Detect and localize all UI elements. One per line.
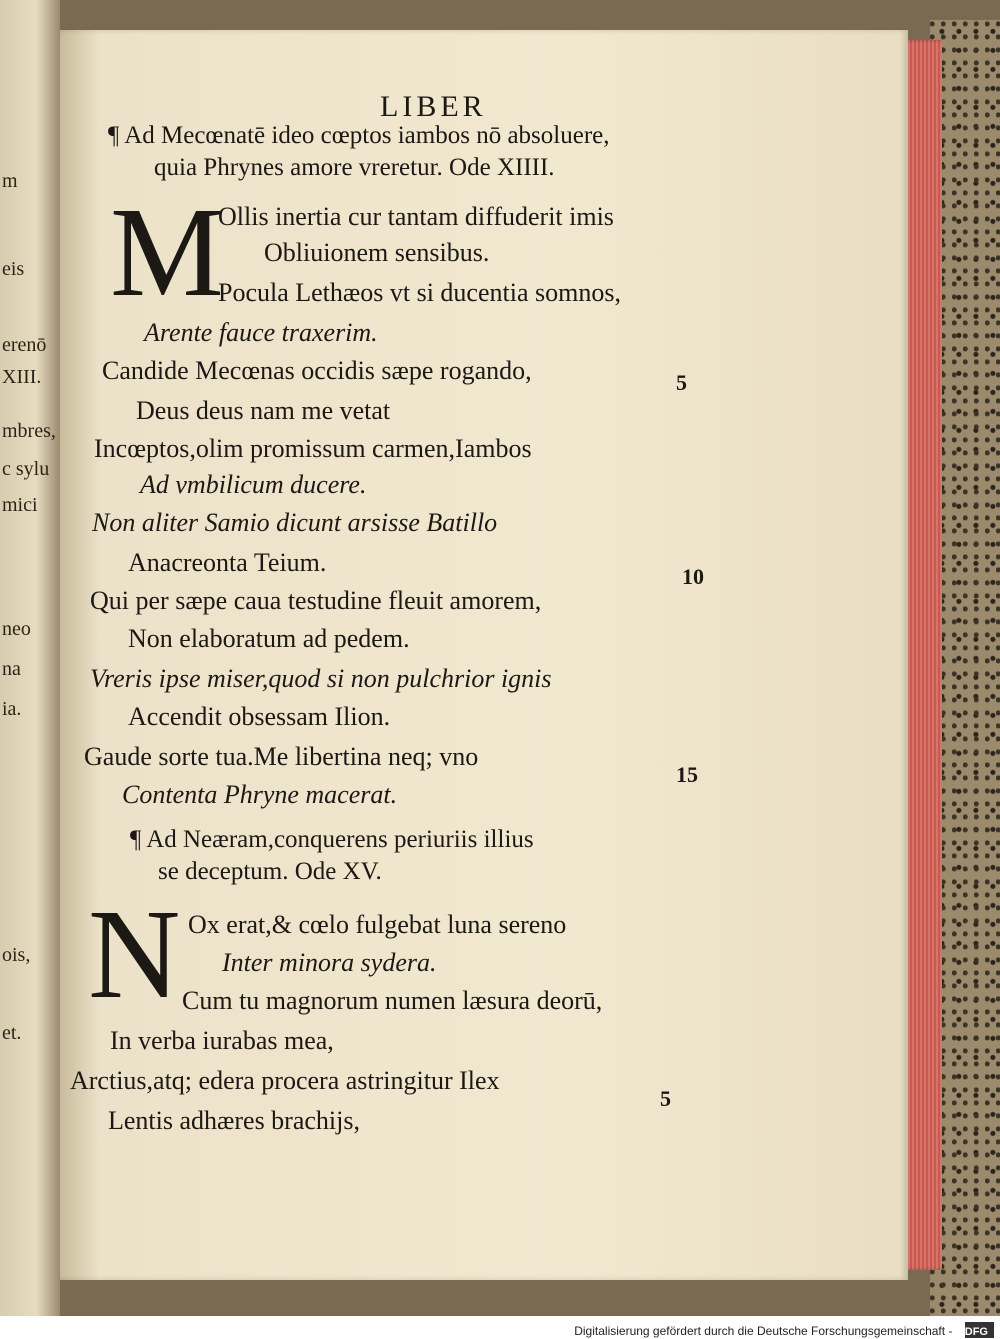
left-page-text: na — [2, 658, 21, 680]
ode-heading-line: ¶ Ad Mecœnatē ideo cœptos iambos nō absoluere, — [108, 122, 610, 149]
left-page-text: ois, — [2, 944, 31, 966]
running-head: LIBER — [380, 90, 487, 123]
verse-line: Inter minora sydera. — [222, 948, 437, 977]
book-page — [60, 30, 908, 1280]
left-page-text: mbres, — [2, 420, 56, 442]
line-number: 5 — [660, 1086, 671, 1111]
verse-line: Cum tu magnorum numen læsura deorū, — [182, 986, 603, 1015]
line-number: 10 — [682, 564, 704, 589]
verse-line: Ox erat,& cœlo fulgebat luna sereno — [188, 910, 567, 939]
dfg-logo: DFG — [965, 1322, 994, 1338]
verse-line: Pocula Lethæos vt si ducentia somnos, — [218, 278, 621, 307]
verse-line: Lentis adhæres brachijs, — [108, 1106, 360, 1135]
line-number: 5 — [676, 370, 687, 395]
left-page-text: XIII. — [2, 366, 42, 388]
verse-line: Incœptos,olim promissum carmen,Iambos — [94, 434, 532, 463]
verse-line: Non aliter Samio dicunt arsisse Batillo — [92, 508, 498, 537]
left-page-text: erenō — [2, 334, 47, 356]
left-page-fragment — [0, 0, 60, 1316]
red-page-edge — [902, 40, 942, 1270]
verse-line: Gaude sorte tua.Me libertina neq; vno — [84, 742, 479, 771]
verse-line: Arctius,atq; edera procera astringitur Ilex — [70, 1066, 500, 1095]
left-page-text: ia. — [2, 698, 22, 720]
decorated-initial: N — [88, 883, 181, 1025]
decorated-initial: M — [110, 181, 224, 323]
verse-line: Deus deus nam me vetat — [136, 396, 391, 425]
left-page-text: c sylu — [2, 458, 50, 480]
verse-line: Anacreonta Teium. — [128, 548, 327, 577]
verse-line: Accendit obsessam Ilion. — [128, 702, 391, 731]
left-page-text: mici — [2, 494, 38, 516]
digitization-footer — [0, 1316, 1000, 1339]
left-page-text: neo — [2, 618, 31, 640]
left-page-text: eis — [2, 258, 25, 280]
verse-line: Non elaboratum ad pedem. — [128, 624, 410, 653]
left-page-text: m — [2, 170, 18, 192]
verse-line: Obliuionem sensibus. — [264, 238, 490, 267]
left-page-text: et. — [2, 1022, 22, 1044]
verse-line: Ollis inertia cur tantam diffuderit imis — [218, 202, 614, 231]
verse-line: Ad vmbilicum ducere. — [140, 470, 367, 499]
footer-text: Digitalisierung gefördert durch die Deutsche Forschungsgemeinschaft - — [574, 1324, 953, 1338]
ode-heading-line: ¶ Ad Neæram,conquerens periuriis illius — [130, 826, 534, 853]
verse-line: Qui per sæpe caua testudine fleuit amorem, — [90, 586, 542, 615]
verse-line: Arente fauce traxerim. — [144, 318, 378, 347]
ode-heading-line: se deceptum. Ode XV. — [158, 858, 382, 885]
line-number: 15 — [676, 762, 698, 787]
verse-line: In verba iurabas mea, — [110, 1026, 334, 1055]
verse-line: Candide Mecœnas occidis sæpe rogando, — [102, 356, 532, 385]
verse-line: Contenta Phryne macerat. — [122, 780, 398, 809]
ode-heading-line: quia Phrynes amore vreretur. Ode XIIII. — [154, 154, 555, 181]
verse-line: Vreris ipse miser,quod si non pulchrior ignis — [90, 664, 552, 693]
